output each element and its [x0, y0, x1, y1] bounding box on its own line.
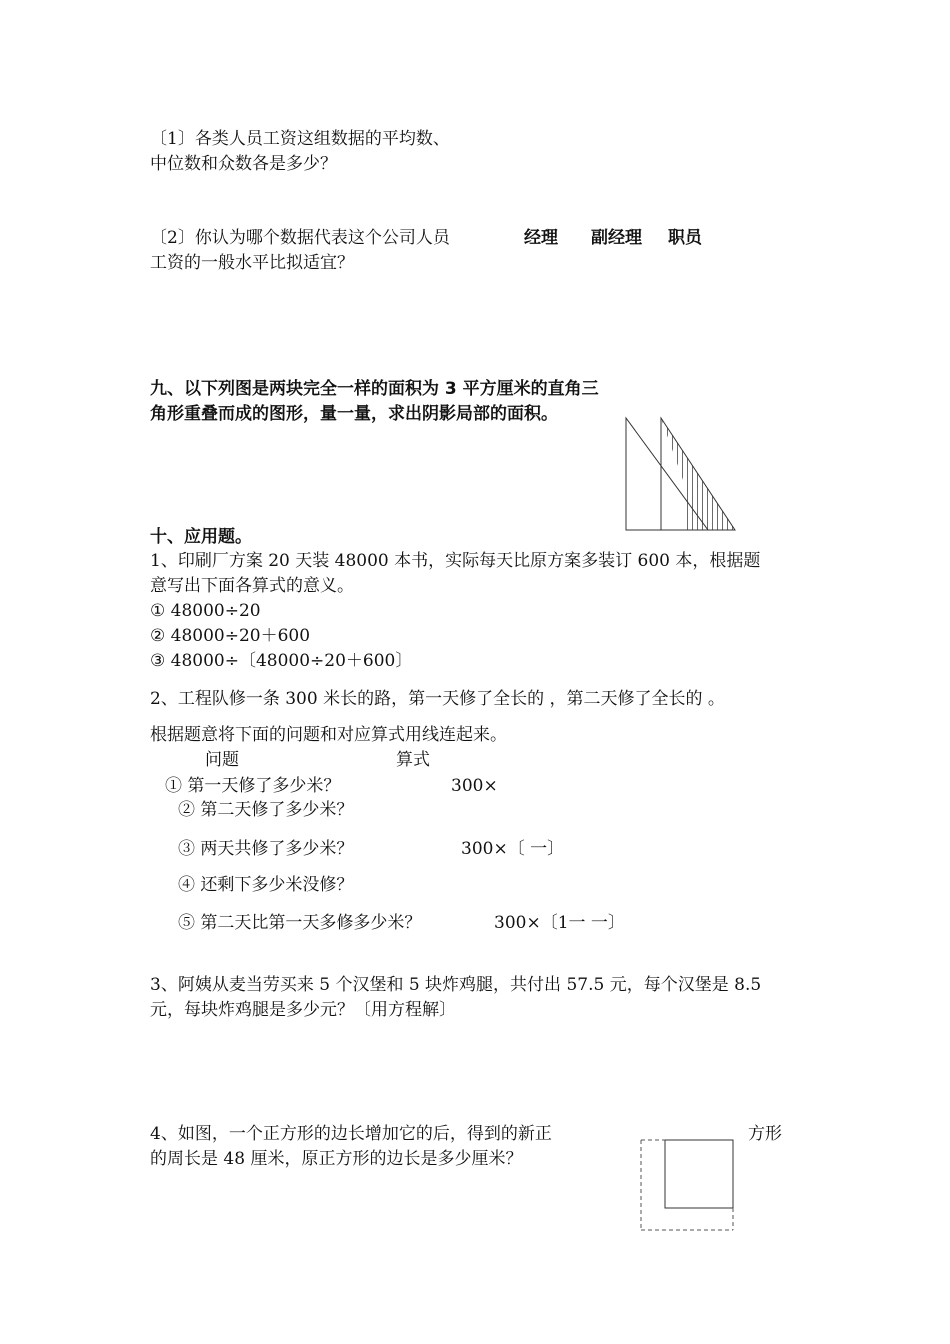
q10-p4-line1-tail: 方形: [748, 1124, 782, 1144]
q10-p1-formula-1: ① 48000÷20: [150, 601, 261, 621]
question-1: ① 第一天修了多少米？: [165, 776, 341, 796]
formula-3: 300×〔1一 一〕: [494, 913, 625, 933]
question-3: ③ 两天共修了多少米？: [178, 839, 354, 859]
question-4: ④ 还剩下多少米没修？: [178, 875, 354, 895]
q10-p4-line1: 4、如图，一个正方形的边长增加它的后，得到的新正: [150, 1124, 552, 1144]
square-enlarged-figure: [636, 1134, 740, 1238]
q8-part1-line1: 〔1〕各类人员工资这组数据的平均数、: [150, 129, 450, 149]
q10-p1-formula-2: ② 48000÷20＋600: [150, 626, 311, 646]
q10-p1-line1: 1、印刷厂方案 20 天装 48000 本书，实际每天比原方案多装订 600 本，根据题: [150, 551, 761, 571]
q10-p2-line1: 2、工程队修一条 300 米长的路，第一天修了全长的 ，第二天修了全长的 。: [150, 689, 725, 709]
q10-p1-line2: 意写出下面各算式的意义。: [150, 576, 354, 596]
role-deputy-manager: 副经理: [591, 228, 642, 248]
original-square: [665, 1140, 733, 1208]
formula-1: 300×: [451, 776, 498, 796]
q10-heading: 十、应用题。: [150, 527, 252, 547]
q9-line1: 九、以下列图是两块完全一样的面积为 3 平方厘米的直角三: [150, 379, 599, 399]
q8-part2-line1: 〔2〕你认为哪个数据代表这个公司人员: [150, 228, 450, 248]
column-header-question: 问题: [205, 750, 239, 770]
formula-2: 300×〔 一〕: [461, 839, 565, 859]
q10-p3-line1: 3、阿姨从麦当劳买来 5 个汉堡和 5 块炸鸡腿，共付出 57.5 元，每个汉堡是 8.5: [150, 975, 762, 995]
q10-p2-line2: 根据题意将下面的问题和对应算式用线连起来。: [150, 725, 507, 745]
overlapping-triangles-figure: [620, 412, 744, 538]
column-header-formula: 算式: [396, 750, 430, 770]
question-5: ⑤ 第二天比第一天多修多少米？: [178, 913, 422, 933]
q9-line2: 角形重叠而成的图形，量一量，求出阴影局部的面积。: [150, 404, 558, 424]
role-manager: 经理: [524, 228, 558, 248]
q8-part2-line2: 工资的一般水平比拟适宜？: [150, 253, 354, 273]
question-2: ② 第二天修了多少米？: [178, 800, 354, 820]
q10-p4-line2: 的周长是 48 厘米，原正方形的边长是多少厘米？: [150, 1149, 523, 1169]
q10-p3-line2: 元，每块炸鸡腿是多少元？〔用方程解〕: [150, 1000, 456, 1020]
role-staff: 职员: [668, 228, 702, 248]
q8-part1-line2: 中位数和众数各是多少？: [150, 154, 337, 174]
q10-p1-formula-3: ③ 48000÷〔48000÷20＋600〕: [150, 651, 413, 671]
